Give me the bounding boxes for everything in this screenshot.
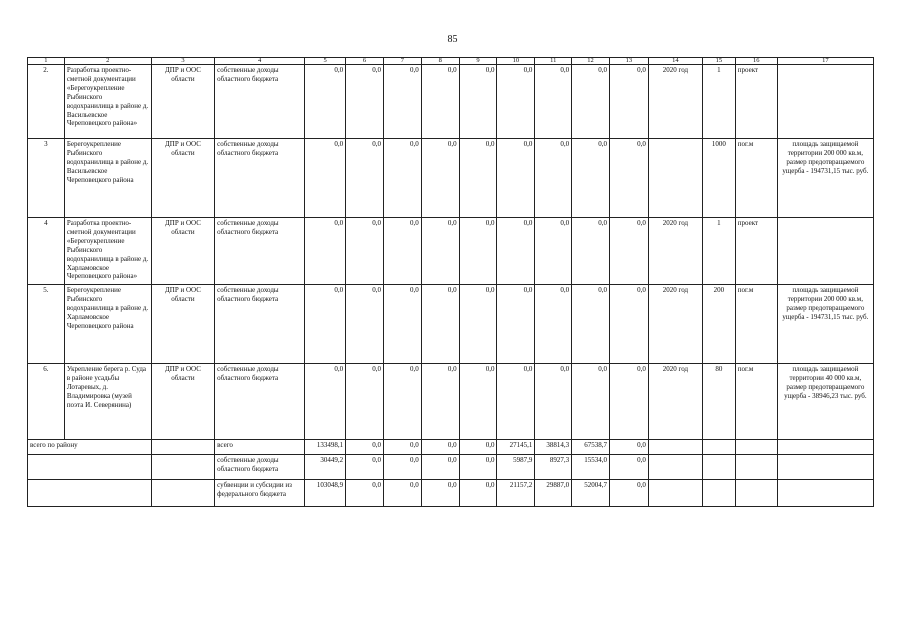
unit: пог.м	[735, 285, 777, 364]
executor: ДПР и ООС области	[151, 364, 214, 440]
empty-cell	[777, 455, 873, 480]
column-number: 2	[64, 58, 151, 65]
amount-cell: 0,0	[535, 285, 572, 364]
total-amount-cell: 30449,2	[305, 455, 346, 480]
activity-name: Берегоукрепление Рыбинского водохранилища в районе д. Харламовское Череповецкого района	[64, 285, 151, 364]
column-number: 6	[346, 58, 384, 65]
amount-cell: 0,0	[421, 218, 459, 285]
executor: ДПР и ООС области	[151, 65, 214, 139]
amount-cell: 0,0	[459, 364, 497, 440]
column-number: 16	[735, 58, 777, 65]
amount-cell: 0,0	[497, 285, 535, 364]
activity-name: Укрепление берега р. Суда в районе усадьбы Лотаревых, д. Владимировка (музей поэта И. Северянина)	[64, 364, 151, 440]
empty-cell	[735, 455, 777, 480]
totals-row	[28, 480, 874, 507]
activity-name: Берегоукрепление Рыбинского водохранилища в районе д. Васильевское Череповецкого района	[64, 139, 151, 218]
executor: ДПР и ООС области	[151, 139, 214, 218]
total-amount-cell: 0,0	[421, 455, 459, 480]
table-row	[28, 285, 874, 364]
total-amount-cell: 0,0	[346, 455, 384, 480]
totals-row	[28, 455, 874, 480]
effect-description	[777, 218, 873, 285]
row-number: 2.	[28, 65, 65, 139]
empty-cell	[151, 480, 214, 507]
total-amount-cell: 27145,1	[497, 440, 535, 455]
page-number: 85	[447, 34, 458, 45]
column-number: 1	[28, 58, 65, 65]
total-amount-cell: 0,0	[421, 440, 459, 455]
total-amount-cell: 0,0	[421, 480, 459, 507]
column-number: 12	[572, 58, 610, 65]
empty-cell	[648, 440, 702, 455]
total-amount-cell: 5987,9	[497, 455, 535, 480]
amount-cell: 0,0	[305, 364, 346, 440]
amount-cell: 0,0	[609, 65, 648, 139]
total-amount-cell: 0,0	[459, 480, 497, 507]
amount-cell: 0,0	[609, 364, 648, 440]
total-amount-cell: 38814,3	[535, 440, 572, 455]
column-number: 11	[535, 58, 572, 65]
amount-cell: 0,0	[497, 218, 535, 285]
column-number: 15	[703, 58, 736, 65]
total-amount-cell: 0,0	[609, 440, 648, 455]
empty-cell	[151, 440, 214, 455]
quantity: 1000	[703, 139, 736, 218]
effect-description: площадь защищаемой территории 40 000 кв.м, размер предотвращаемого ущерба - 38946,23 тыс. руб.	[777, 364, 873, 440]
amount-cell: 0,0	[305, 285, 346, 364]
column-number: 14	[648, 58, 702, 65]
total-amount-cell: 52004,7	[572, 480, 610, 507]
unit: пог.м	[735, 139, 777, 218]
totals-source: собственные доходы областного бюджета	[215, 455, 305, 480]
amount-cell: 0,0	[383, 218, 421, 285]
amount-cell: 0,0	[383, 285, 421, 364]
total-amount-cell: 0,0	[346, 440, 384, 455]
empty-cell	[735, 480, 777, 507]
amount-cell: 0,0	[346, 139, 384, 218]
column-number: 4	[215, 58, 305, 65]
amount-cell: 0,0	[421, 285, 459, 364]
table-row	[28, 139, 874, 218]
table-row	[28, 218, 874, 285]
amount-cell: 0,0	[572, 218, 610, 285]
unit: проект	[735, 65, 777, 139]
amount-cell: 0,0	[305, 218, 346, 285]
empty-cell	[703, 455, 736, 480]
total-amount-cell: 21157,2	[497, 480, 535, 507]
total-amount-cell: 29887,0	[535, 480, 572, 507]
quantity: 1	[703, 218, 736, 285]
completion-year: 2020 год	[648, 218, 702, 285]
total-amount-cell: 133498,1	[305, 440, 346, 455]
total-amount-cell: 15534,0	[572, 455, 610, 480]
empty-cell	[777, 480, 873, 507]
quantity: 80	[703, 364, 736, 440]
amount-cell: 0,0	[572, 364, 610, 440]
activity-name: Разработка проектно-сметной документации «Берегоукрепление Рыбинского водохранилища в районе д. Харламовское Череповецкого района»	[64, 218, 151, 285]
column-number: 8	[421, 58, 459, 65]
amount-cell: 0,0	[535, 218, 572, 285]
row-number: 6.	[28, 364, 65, 440]
amount-cell: 0,0	[535, 364, 572, 440]
amount-cell: 0,0	[535, 139, 572, 218]
amount-cell: 0,0	[459, 285, 497, 364]
total-amount-cell: 0,0	[346, 480, 384, 507]
empty-cell	[648, 455, 702, 480]
totals-source: всего	[215, 440, 305, 455]
amount-cell: 0,0	[346, 364, 384, 440]
empty-cell	[703, 480, 736, 507]
total-amount-cell: 0,0	[609, 480, 648, 507]
unit: проект	[735, 218, 777, 285]
effect-description	[777, 65, 873, 139]
column-number-row	[28, 58, 874, 65]
amount-cell: 0,0	[609, 218, 648, 285]
column-number: 13	[609, 58, 648, 65]
empty-cell	[151, 455, 214, 480]
amount-cell: 0,0	[459, 218, 497, 285]
amount-cell: 0,0	[572, 139, 610, 218]
unit: пог.м	[735, 364, 777, 440]
column-number: 10	[497, 58, 535, 65]
amount-cell: 0,0	[497, 364, 535, 440]
amount-cell: 0,0	[305, 139, 346, 218]
amount-cell: 0,0	[421, 364, 459, 440]
effect-description: площадь защищаемой территории 200 000 кв.м, размер предотвращаемого ущерба - 194731,15 тыс. руб.	[777, 139, 873, 218]
column-number: 9	[459, 58, 497, 65]
total-amount-cell: 0,0	[383, 440, 421, 455]
funding-source: собственные доходы областного бюджета	[215, 364, 305, 440]
amount-cell: 0,0	[305, 65, 346, 139]
amount-cell: 0,0	[497, 65, 535, 139]
completion-year: 2020 год	[648, 65, 702, 139]
activity-name: Разработка проектно-сметной документации «Берегоукрепление Рыбинского водохранилища в районе д. Васильевское Череповецкого района»	[64, 65, 151, 139]
amount-cell: 0,0	[535, 65, 572, 139]
amount-cell: 0,0	[383, 364, 421, 440]
totals-row	[28, 440, 874, 455]
amount-cell: 0,0	[497, 139, 535, 218]
total-amount-cell: 103048,9	[305, 480, 346, 507]
row-number: 3	[28, 139, 65, 218]
executor: ДПР и ООС области	[151, 218, 214, 285]
empty-cell	[648, 480, 702, 507]
completion-year	[648, 139, 702, 218]
funding-source: собственные доходы областного бюджета	[215, 65, 305, 139]
totals-label	[28, 480, 152, 507]
amount-cell: 0,0	[572, 285, 610, 364]
amount-cell: 0,0	[421, 139, 459, 218]
empty-cell	[703, 440, 736, 455]
funding-source: собственные доходы областного бюджета	[215, 139, 305, 218]
executor: ДПР и ООС области	[151, 285, 214, 364]
table-row	[28, 364, 874, 440]
column-number: 17	[777, 58, 873, 65]
completion-year: 2020 год	[648, 285, 702, 364]
amount-cell: 0,0	[383, 65, 421, 139]
amount-cell: 0,0	[421, 65, 459, 139]
amount-cell: 0,0	[346, 65, 384, 139]
total-amount-cell: 8927,3	[535, 455, 572, 480]
totals-source: субвенции и субсидии из федерального бюджета	[215, 480, 305, 507]
program-table	[27, 57, 874, 507]
completion-year: 2020 год	[648, 364, 702, 440]
total-amount-cell: 0,0	[609, 455, 648, 480]
total-amount-cell: 67538,7	[572, 440, 610, 455]
column-number: 5	[305, 58, 346, 65]
column-number: 7	[383, 58, 421, 65]
column-number: 3	[151, 58, 214, 65]
amount-cell: 0,0	[346, 285, 384, 364]
row-number: 5.	[28, 285, 65, 364]
amount-cell: 0,0	[609, 139, 648, 218]
funding-source: собственные доходы областного бюджета	[215, 218, 305, 285]
amount-cell: 0,0	[346, 218, 384, 285]
totals-label	[28, 455, 152, 480]
total-amount-cell: 0,0	[383, 480, 421, 507]
amount-cell: 0,0	[383, 139, 421, 218]
row-number: 4	[28, 218, 65, 285]
totals-label: всего по району	[28, 440, 152, 455]
amount-cell: 0,0	[459, 65, 497, 139]
quantity: 200	[703, 285, 736, 364]
funding-source: собственные доходы областного бюджета	[215, 285, 305, 364]
amount-cell: 0,0	[459, 139, 497, 218]
amount-cell: 0,0	[609, 285, 648, 364]
empty-cell	[735, 440, 777, 455]
quantity: 1	[703, 65, 736, 139]
total-amount-cell: 0,0	[383, 455, 421, 480]
total-amount-cell: 0,0	[459, 440, 497, 455]
table-row	[28, 65, 874, 139]
effect-description: площадь защищаемой территории 200 000 кв.м, размер предотвращаемого ущерба - 194731,15 тыс. руб.	[777, 285, 873, 364]
amount-cell: 0,0	[572, 65, 610, 139]
total-amount-cell: 0,0	[459, 455, 497, 480]
empty-cell	[777, 440, 873, 455]
